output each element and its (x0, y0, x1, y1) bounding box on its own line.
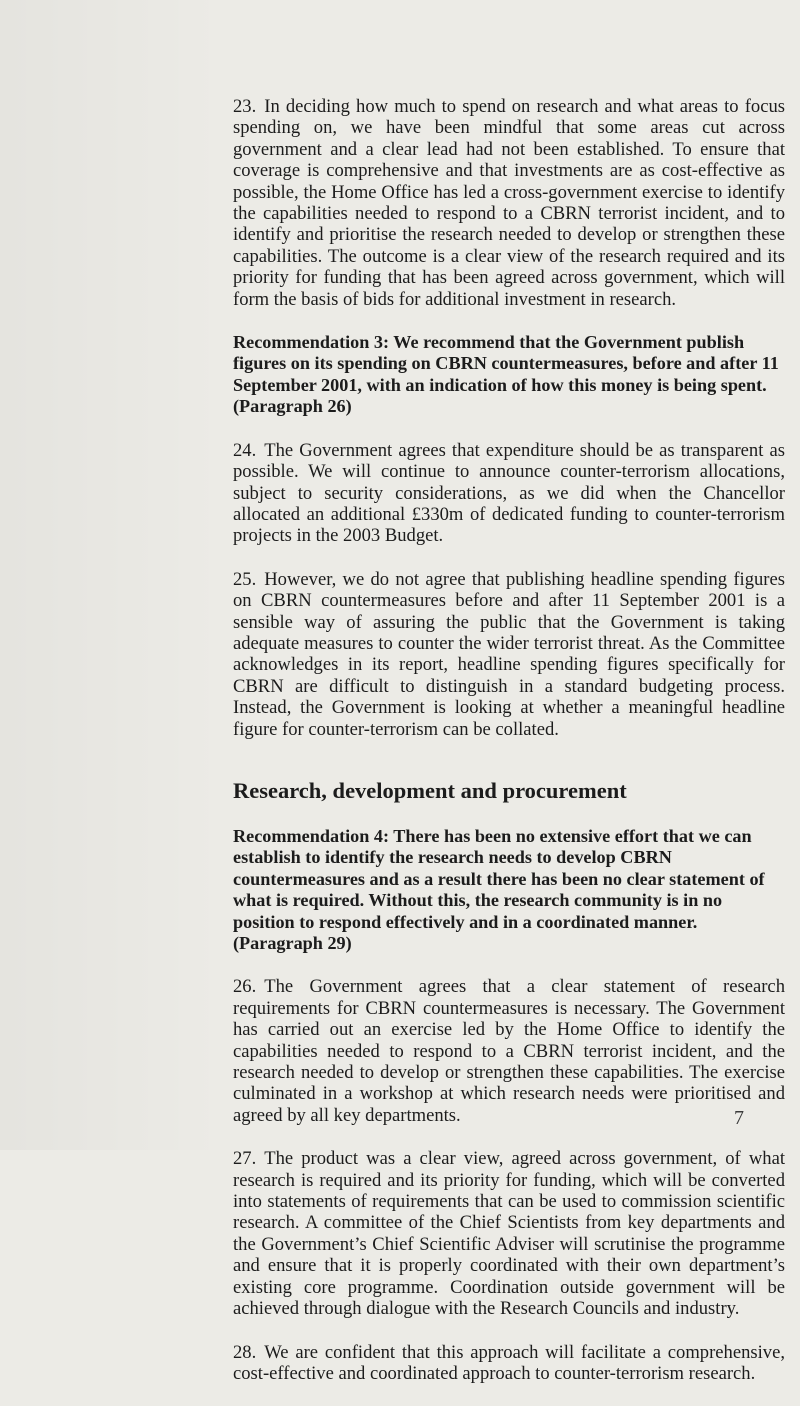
paragraph-25 (233, 569, 785, 740)
paragraph-23 (233, 96, 785, 310)
paragraph-28 (233, 1342, 785, 1385)
paragraph-text: The Government agrees that expenditure should be as transparent as possible. We will continue to announce counter-terrorism allocations, subject to security considerations, as we did when the Chancellor allocated an additional £330m of dedicated funding to counter-terrorism projects in the 2003 Budget. (233, 439, 785, 547)
document-page (233, 96, 785, 1406)
paragraph-number: 24. (233, 439, 257, 461)
paragraph-text: The product was a clear view, agreed across government, of what research is required and its priority for funding, which will be converted into statements of requirements that can be used to commission scientific research. A committee of the Chief Scientists from key departments and the Government’s Chief Scientific Adviser will scrutinise the programme and ensure that it is properly coordinated with their own department’s existing core programme. Coordination outside government will be achieved through dialogue with the Research Councils and industry. (233, 1148, 785, 1320)
page-number: 7 (734, 1107, 744, 1129)
paragraph-26 (233, 976, 785, 1126)
paragraph-text: The Government agrees that a clear statement of research requirements for CBRN countermeasures is necessary. The Government has carried out an exercise led by the Home Office to identify the capabilities needed to respond to a CBRN terrorist incident, and the research needed to develop or strengthen these capabilities. The exercise culminated in a workshop at which research needs were prioritised and agreed by all key departments. (233, 976, 785, 1126)
paragraph-text: In deciding how much to spend on research and what areas to focus spending on, we have been mindful that some areas cut across government and a clear lead had not been established. To ensure that coverage is comprehensive and that investments are as cost-effective as possible, the Home Office has led a cross-government exercise to identify the capabilities needed to respond to a CBRN terrorist incident, and to identify and prioritise the research needed to develop or strengthen these capabilities. The outcome is a clear view of the research required and its priority for funding that has been agreed across government, which will form the basis of bids for additional investment in research. (233, 96, 785, 310)
paragraph-number: 26. (233, 976, 257, 998)
section-heading: Research, development and procurement (233, 777, 627, 803)
paragraph-24 (233, 440, 785, 547)
left-page-bleed (0, 0, 225, 1150)
paragraph-number: 23. (233, 96, 257, 117)
paragraph-27 (233, 1148, 785, 1319)
paragraph-number: 27. (233, 1148, 257, 1170)
recommendation-4: Recommendation 4: There has been no extensive effort that we can establish to identify the research needs to develop CBRN countermeasures and as a result there has been no clear statement of what is required. Without this, the research community is in no position to respond effectively and in a coordinated manner. (Paragraph 29) (233, 825, 765, 953)
paragraph-number: 28. (233, 1341, 257, 1363)
paragraph-text: However, we do not agree that publishing headline spending figures on CBRN countermeasures before and after 11 September 2001 is a sensible way of assuring the public that the Government is taking adequate measures to counter the wider terrorist threat. As the Committee acknowledges in its report, headline spending figures specifically for CBRN are difficult to distinguish in a standard budgeting process. Instead, the Government is looking at whether a meaningful headline figure for counter-terrorism can be collated. (233, 568, 785, 740)
recommendation-3: Recommendation 3: We recommend that the Government publish figures on its spending on CBRN countermeasures, before and after 11 September 2001, with an indication of how this money is being spent. (Paragraph 26) (233, 332, 779, 417)
paragraph-number: 25. (233, 568, 257, 590)
paragraph-text: We are confident that this approach will facilitate a comprehensive, cost-effective and coordinated approach to counter-terrorism research. (233, 1341, 785, 1384)
